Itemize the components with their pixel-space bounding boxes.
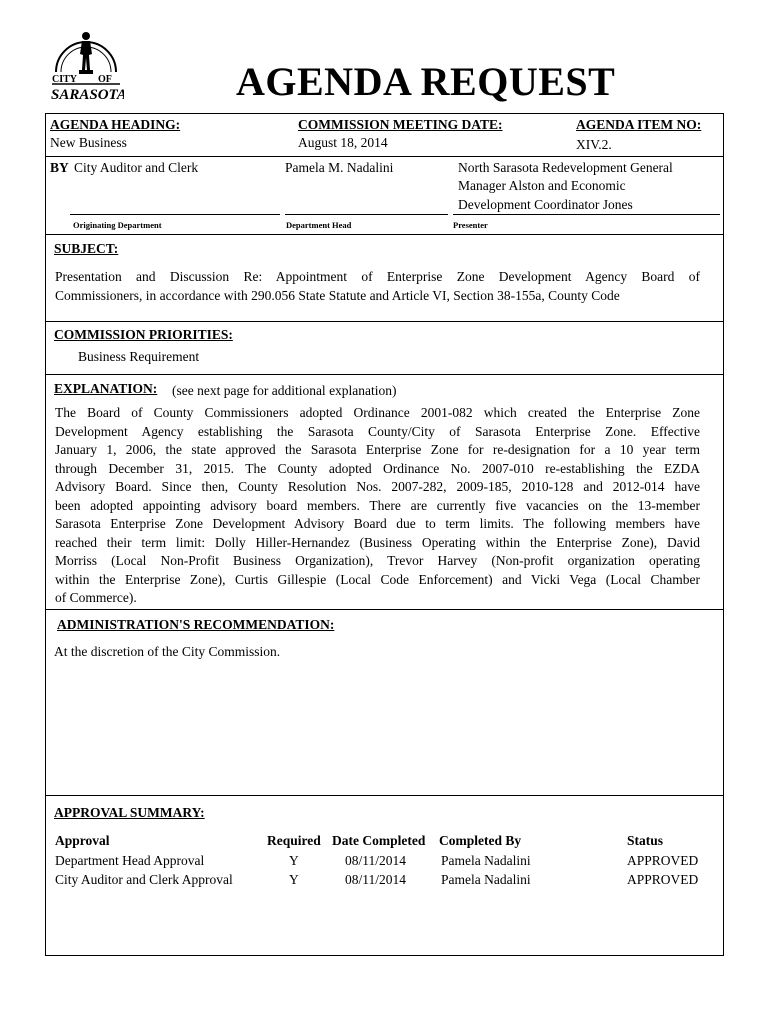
explanation-line: Advisory Board. Since then, County Resolution Nos. 2007-282, 2009-185, 2010-128 and 2012-014 have xyxy=(55,479,700,494)
logo-sarasota-text: SARASOTA xyxy=(51,87,124,103)
approval-summary-label: APPROVAL SUMMARY: xyxy=(54,805,205,820)
table-row xyxy=(55,853,705,873)
explanation-line: reached their term limit: Dolly Hiller-Hernandez (Business Operating within the Enterprise Zone), David xyxy=(55,534,700,550)
priorities-label: COMMISSION PRIORITIES: xyxy=(54,327,233,342)
divider-priorities xyxy=(45,374,724,375)
subject-line-2: Commissioners, in accordance with 290.056 State Statute and Article VI, Section 38-155a, County Code xyxy=(55,287,620,303)
divider-subject xyxy=(45,321,724,322)
status-cell: APPROVED xyxy=(627,852,699,868)
divider-explanation xyxy=(45,609,724,610)
priorities-value: Business Requirement xyxy=(78,349,200,364)
required-cell: Y xyxy=(289,872,299,887)
completed-by-cell: Pamela Nadalini xyxy=(441,852,531,868)
date-cell: 08/11/2014 xyxy=(345,872,407,887)
head-underline xyxy=(285,214,448,215)
agenda-heading-label: AGENDA HEADING: xyxy=(50,117,181,132)
subject-text xyxy=(55,268,700,305)
approval-cell: City Auditor and Clerk Approval xyxy=(55,872,233,887)
col-status: Status xyxy=(627,833,664,848)
recommendation-label: ADMINISTRATION'S RECOMMENDATION: xyxy=(57,617,335,632)
col-required: Required xyxy=(267,833,321,848)
meeting-date-value: August 18, 2014 xyxy=(298,135,388,150)
agenda-item-no-value: XIV.2. xyxy=(576,137,612,152)
status-cell: APPROVED xyxy=(627,872,699,887)
divider-recommendation xyxy=(45,795,724,796)
explanation-line: been adopted appointing advisory board members. There are currently five vacancies on the 13-member xyxy=(55,497,700,513)
city-of-sarasota-logo xyxy=(48,24,124,104)
logo-city-text: CITY xyxy=(52,74,78,85)
presenter-underline xyxy=(453,214,720,215)
explanation-text xyxy=(55,404,700,608)
presenter-line-2: Manager Alston and Economic xyxy=(458,178,626,193)
col-approval: Approval xyxy=(55,833,110,848)
explanation-line: The Board of County Commissioners adopted Ordinance 2001-082 which created the Enterprise Zone xyxy=(55,405,700,420)
presenter-line-1: North Sarasota Redevelopment General xyxy=(458,160,673,175)
agenda-item-no-label: AGENDA ITEM NO: xyxy=(576,117,702,132)
approval-cell: Department Head Approval xyxy=(55,852,205,868)
head-caption: Department Head xyxy=(286,220,352,230)
department-head-value: Pamela M. Nadalini xyxy=(285,160,394,175)
col-date-completed: Date Completed xyxy=(332,833,426,848)
approval-header-row xyxy=(55,833,705,853)
explanation-line: Morriss (Local Non-Profit Business Organization), Trevor Harvey (Non-profit organization operating xyxy=(55,553,700,568)
explanation-line: Sarasota Enterprise Zone Development Advisory Board due to term limits. The following members have xyxy=(55,516,700,531)
subject-line-1: Presentation and Discussion Re: Appointment of Enterprise Zone Development Agency Board of xyxy=(55,269,700,284)
approval-table xyxy=(55,833,705,892)
divider-by xyxy=(45,234,724,235)
logo-of-text: OF xyxy=(98,74,112,85)
col-completed-by: Completed By xyxy=(439,833,522,848)
originating-department-value: City Auditor and Clerk xyxy=(74,160,199,175)
explanation-label: EXPLANATION: xyxy=(54,381,158,396)
page-title: AGENDA REQUEST xyxy=(236,59,616,104)
date-cell: 08/11/2014 xyxy=(345,852,407,868)
completed-by-cell: Pamela Nadalini xyxy=(441,872,531,887)
explanation-line: January 1, 2006, the state approved the Sarasota Enterprise Zone for re-designation for a 10 year term xyxy=(55,442,700,457)
agenda-heading-value: New Business xyxy=(50,135,127,150)
explanation-note: (see next page for additional explanation) xyxy=(172,383,397,398)
table-row xyxy=(55,872,705,892)
presenter-caption: Presenter xyxy=(453,220,488,230)
originating-underline xyxy=(70,214,280,215)
explanation-line: within the Enterprise Zone), Curtis Gillespie (Local Code Enforcement) and Vicki Vega (Local Chamber xyxy=(55,571,700,587)
meeting-date-label: COMMISSION MEETING DATE: xyxy=(298,117,503,132)
required-cell: Y xyxy=(289,852,299,868)
recommendation-value: At the discretion of the City Commission. xyxy=(54,644,281,659)
originating-caption: Originating Department xyxy=(73,220,162,230)
divider-heading xyxy=(45,156,724,157)
explanation-line: Development Agency establishing the Sarasota County/City of Sarasota Enterprise Zone. Effective xyxy=(55,423,700,439)
subject-label: SUBJECT: xyxy=(54,241,119,256)
explanation-line: through December 31, 2015. The County adopted Ordinance No. 2007-010 re-establishing the EZDA xyxy=(55,460,700,476)
by-label: BY xyxy=(50,160,69,175)
explanation-line: of Commerce). xyxy=(55,590,137,605)
presenter-line-3: Development Coordinator Jones xyxy=(458,197,633,212)
